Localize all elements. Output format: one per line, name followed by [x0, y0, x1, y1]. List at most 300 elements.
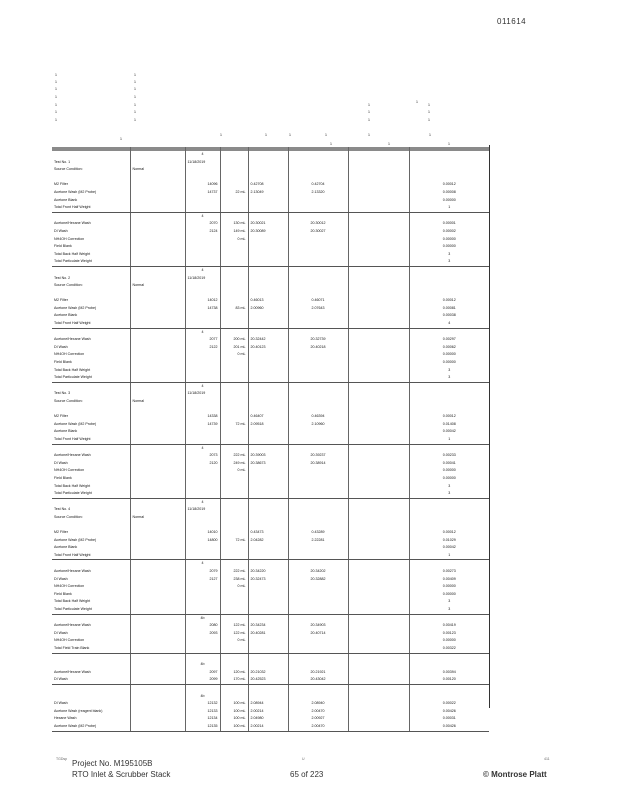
table-cell: 12133 [185, 708, 220, 716]
table-cell: 0.00002 [409, 228, 489, 236]
table-cell [288, 367, 348, 375]
table-cell [348, 661, 409, 669]
table-cell [130, 583, 185, 591]
table-cell: 14012 [185, 297, 220, 305]
table-cell [409, 653, 489, 661]
table-cell [52, 498, 130, 506]
table-cell: Total Front Half Weight [52, 436, 130, 444]
table-cell: 0.00031 [409, 715, 489, 723]
table-cell [220, 151, 248, 159]
table-cell: NH4OH Correction [54, 236, 85, 241]
table-cell [220, 684, 248, 692]
table-cell [409, 661, 489, 669]
table-cell [409, 151, 489, 159]
table-cell: NH4OH Correction [54, 584, 85, 589]
table-cell [220, 591, 248, 599]
table-cell [130, 708, 185, 716]
table-cell [220, 506, 248, 514]
table-cell [348, 583, 409, 591]
header-mark: 1 [448, 142, 450, 146]
table-row [52, 630, 489, 638]
table-cell: 0.00297 [409, 336, 489, 344]
table-cell [248, 367, 288, 375]
table-cell [348, 637, 409, 645]
table-cell [348, 398, 409, 406]
table-cell [220, 275, 248, 283]
table-cell [248, 258, 288, 266]
table-cell [130, 220, 185, 228]
table-cell: 122 mL [220, 622, 248, 630]
table-cell [185, 583, 220, 591]
table-cell: 0.00038 [409, 312, 489, 320]
table-cell: 0.00042 [409, 544, 489, 552]
table-cell: Total Particulate Weight [52, 374, 130, 382]
table-row [52, 529, 489, 537]
table-cell [248, 506, 288, 514]
table-cell [130, 560, 185, 568]
table-row [52, 266, 489, 274]
table-cell [130, 568, 185, 576]
table-cell [220, 174, 248, 182]
table-cell [409, 290, 489, 298]
table-cell: DI Wash [54, 344, 68, 349]
table-cell [288, 174, 348, 182]
table-cell [348, 312, 409, 320]
table-cell [185, 552, 220, 560]
table-cell [52, 614, 130, 622]
table-cell [248, 382, 288, 390]
table-row [52, 506, 489, 514]
table-cell: 4 [185, 328, 220, 336]
table-cell [220, 328, 248, 336]
table-cell [348, 228, 409, 236]
table-cell: 2.04980 [248, 715, 288, 723]
table-cell [409, 282, 489, 290]
table-cell [185, 251, 220, 259]
table-cell [220, 653, 248, 661]
table-cell [348, 676, 409, 684]
table-cell: 20.43042 [288, 676, 348, 684]
table-row [52, 514, 489, 522]
table-cell [130, 598, 185, 606]
table-cell [185, 591, 220, 599]
table-cell [348, 236, 409, 244]
table-cell: 2077 [185, 336, 220, 344]
table-cell: 20.42523 [248, 676, 288, 684]
table-row [52, 166, 489, 174]
header-mark: 1 [55, 95, 57, 99]
table-cell [288, 436, 348, 444]
table-cell: 20.40123 [248, 344, 288, 352]
table-cell: 0.00409 [409, 576, 489, 584]
table-cell [288, 693, 348, 701]
table-cell: Acetone/Hexane Wash [54, 453, 91, 458]
header-mark: 1 [429, 133, 431, 137]
table-row [52, 715, 489, 723]
table-cell [288, 159, 348, 167]
table-cell: 3 [409, 606, 489, 614]
table-cell [348, 475, 409, 483]
table-cell [248, 428, 288, 436]
table-cell: 14800 [185, 537, 220, 545]
table-cell [220, 444, 248, 452]
table-cell [248, 290, 288, 298]
table-cell [185, 598, 220, 606]
table-cell: Normal [130, 514, 185, 522]
table-row [52, 236, 489, 244]
table-cell [409, 390, 489, 398]
table-cell: Source Condition: [54, 514, 83, 519]
table-cell: 1 [409, 436, 489, 444]
table-cell: 14338 [185, 413, 220, 421]
page-number: 65 of 223 [290, 770, 324, 779]
table-cell: 4b [185, 614, 220, 622]
table-cell: 0.00000 [409, 637, 489, 645]
table-cell: Acetone Wash (M2 Probe) [54, 537, 97, 542]
table-row [52, 700, 489, 708]
table-cell: Field Blank [54, 244, 72, 249]
table-cell: 2.09518 [248, 421, 288, 429]
table-cell [220, 514, 248, 522]
table-cell [248, 328, 288, 336]
table-cell [348, 645, 409, 653]
table-cell [185, 645, 220, 653]
table-cell [288, 598, 348, 606]
table-cell [348, 506, 409, 514]
table-cell [185, 351, 220, 359]
table-cell: DI Wash [54, 701, 68, 706]
table-cell [409, 382, 489, 390]
table-cell [248, 514, 288, 522]
footer-small-left: TGDsp [56, 757, 68, 761]
table-cell: 170 mL [220, 676, 248, 684]
table-cell [130, 212, 185, 220]
table-cell: 3 [409, 251, 489, 259]
table-cell: 20.21032 [248, 669, 288, 677]
table-cell: 20.40714 [288, 630, 348, 638]
table-cell: Hexane Wash [54, 716, 77, 721]
table-cell [220, 197, 248, 205]
project-title: RTO Inlet & Scrubber Stack [72, 770, 171, 779]
table-cell: Acetone Wash (M2 Probe) [54, 189, 97, 194]
table-cell [288, 506, 348, 514]
table-cell: 20.34903 [288, 622, 348, 630]
table-cell [185, 514, 220, 522]
table-cell [248, 166, 288, 174]
table-cell [348, 258, 409, 266]
table-cell [409, 560, 489, 568]
table-row [52, 406, 489, 414]
table-cell [185, 204, 220, 212]
table-cell: DI Wash [54, 460, 68, 465]
table-cell [130, 715, 185, 723]
table-cell [348, 406, 409, 414]
table-cell [409, 522, 489, 530]
table-cell: 11/18/2019 [185, 275, 220, 283]
table-cell [409, 212, 489, 220]
table-cell [185, 490, 220, 498]
table-cell [220, 181, 248, 189]
table-cell: 12132 [185, 700, 220, 708]
table-cell [185, 436, 220, 444]
table-cell [220, 390, 248, 398]
table-cell: 3 [409, 490, 489, 498]
table-cell [130, 490, 185, 498]
table-cell: 0.43289 [288, 529, 348, 537]
table-cell: 83 mL [220, 305, 248, 313]
table-cell: 2.00470 [288, 708, 348, 716]
table-cell: 4b [185, 693, 220, 701]
table-cell: 0.00022 [409, 700, 489, 708]
table-cell [288, 166, 348, 174]
table-row [52, 522, 489, 530]
table-cell [130, 197, 185, 205]
table-cell [130, 483, 185, 491]
table-row [52, 693, 489, 701]
table-cell [130, 436, 185, 444]
table-cell: 2.00470 [288, 723, 348, 731]
table-cell: Field Blank [54, 591, 72, 596]
table-cell: 100 mL [220, 700, 248, 708]
table-cell [248, 390, 288, 398]
table-row [52, 413, 489, 421]
table-cell: Acetone Blank [54, 545, 78, 550]
table-cell: Total Particulate Weight [52, 606, 130, 614]
table-cell: 2.08940 [288, 700, 348, 708]
table-row [52, 498, 489, 506]
table-cell [185, 406, 220, 414]
table-cell [288, 653, 348, 661]
table-cell [288, 266, 348, 274]
table-cell: Total Particulate Weight [52, 490, 130, 498]
table-cell: 4 [185, 498, 220, 506]
table-cell [130, 159, 185, 167]
table-cell: 2.07643 [288, 305, 348, 313]
table-cell [248, 312, 288, 320]
table-row [52, 490, 489, 498]
table-cell [288, 591, 348, 599]
table-cell: 100 mL [220, 715, 248, 723]
table-cell [52, 693, 130, 701]
table-cell [348, 452, 409, 460]
table-cell [348, 598, 409, 606]
table-row [52, 452, 489, 460]
table-cell [288, 475, 348, 483]
table-cell [348, 653, 409, 661]
table-cell [130, 591, 185, 599]
table-cell [52, 444, 130, 452]
table-cell [185, 467, 220, 475]
table-cell: 0.00000 [409, 583, 489, 591]
table-cell: 2122 [185, 344, 220, 352]
table-cell [130, 189, 185, 197]
table-cell: 20.34202 [288, 568, 348, 576]
table-cell: 201 mL [220, 344, 248, 352]
table-cell [409, 266, 489, 274]
table-cell [348, 436, 409, 444]
table-cell [130, 700, 185, 708]
table-row [52, 336, 489, 344]
table-cell: 0.00062 [409, 344, 489, 352]
table-cell [52, 266, 130, 274]
table-cell [248, 693, 288, 701]
table-cell [348, 251, 409, 259]
table-cell [220, 204, 248, 212]
table-cell [348, 460, 409, 468]
table-cell: Total Back Half Weight [54, 251, 91, 256]
table-row [52, 708, 489, 716]
table-cell [348, 204, 409, 212]
table-cell [220, 490, 248, 498]
table-cell [248, 598, 288, 606]
table-cell [248, 498, 288, 506]
header-mark: 1 [134, 110, 136, 114]
table-row [52, 483, 489, 491]
table-cell: Acetone/Hexane Wash [54, 569, 91, 574]
table-cell [248, 197, 288, 205]
table-cell: 0.00012 [409, 297, 489, 305]
table-cell [348, 320, 409, 328]
table-cell [248, 436, 288, 444]
header-mark: 1 [368, 118, 370, 122]
table-cell [348, 514, 409, 522]
table-cell [288, 444, 348, 452]
table-cell [130, 390, 185, 398]
table-cell: NH4OH Correction [54, 638, 85, 643]
table-cell [348, 212, 409, 220]
table-cell [348, 197, 409, 205]
table-cell [130, 151, 185, 159]
table-row [52, 228, 489, 236]
gravimetric-table [52, 147, 489, 732]
table-cell [288, 351, 348, 359]
table-cell: 72 mL [220, 537, 248, 545]
table-right-rule [489, 145, 490, 708]
table-cell [130, 181, 185, 189]
table-cell: 11/18/2019 [185, 390, 220, 398]
table-cell [288, 428, 348, 436]
table-cell: Acetone Blank [54, 313, 78, 318]
table-cell [248, 236, 288, 244]
table-row [52, 428, 489, 436]
table-cell [130, 676, 185, 684]
table-cell: 0.00000 [409, 475, 489, 483]
table-cell [288, 251, 348, 259]
table-cell [130, 498, 185, 506]
table-cell [185, 653, 220, 661]
table-cell [130, 406, 185, 414]
table-cell: Total Front Half Weight [52, 552, 130, 560]
table-cell [130, 266, 185, 274]
table-cell [288, 398, 348, 406]
table-cell: M2 Filter [54, 414, 68, 419]
table-cell: 0.00120 [409, 676, 489, 684]
table-row [52, 552, 489, 560]
table-cell [288, 560, 348, 568]
table-cell: 3 [409, 483, 489, 491]
table-cell [220, 312, 248, 320]
table-row [52, 189, 489, 197]
table-cell [52, 406, 130, 414]
table-cell [348, 544, 409, 552]
table-row [52, 151, 489, 159]
table-row [52, 159, 489, 167]
table-cell [185, 483, 220, 491]
table-cell [220, 483, 248, 491]
table-cell [130, 606, 185, 614]
table-cell [348, 490, 409, 498]
table-cell: 0.00426 [409, 723, 489, 731]
table-row [52, 460, 489, 468]
table-cell [409, 614, 489, 622]
table-cell [130, 428, 185, 436]
table-cell [220, 661, 248, 669]
table-cell: 2.10960 [288, 421, 348, 429]
table-cell [130, 297, 185, 305]
table-cell [248, 212, 288, 220]
table-cell: Total Field Train Blank [52, 645, 130, 653]
header-mark: 1 [265, 133, 267, 137]
table-cell [220, 266, 248, 274]
header-mark: 1 [134, 80, 136, 84]
table-row [52, 467, 489, 475]
table-cell: 20.32739 [288, 336, 348, 344]
table-cell: Acetone/Hexane Wash [54, 337, 91, 342]
table-row [52, 312, 489, 320]
table-cell: 2127 [185, 576, 220, 584]
table-cell: 0.00012 [409, 413, 489, 421]
table-cell [130, 421, 185, 429]
table-cell: 14738 [185, 305, 220, 313]
table-cell [130, 630, 185, 638]
table-cell: Acetone Wash (M2 Probe) [52, 723, 130, 731]
table-cell: 0.46071 [288, 297, 348, 305]
table-cell: 3 [409, 598, 489, 606]
table-cell: 14096 [185, 181, 220, 189]
table-cell: NH4OH Correction [54, 352, 85, 357]
table-cell [348, 382, 409, 390]
table-cell [130, 460, 185, 468]
table-cell [348, 266, 409, 274]
table-cell [248, 275, 288, 283]
table-cell: 4 [185, 212, 220, 220]
table-cell [288, 406, 348, 414]
table-cell: 12135 [185, 723, 220, 731]
table-cell [288, 606, 348, 614]
table-cell: 22 mL [220, 189, 248, 197]
table-cell [220, 382, 248, 390]
table-cell: 0.00000 [409, 197, 489, 205]
table-cell: 2124 [185, 228, 220, 236]
table-cell [348, 151, 409, 159]
table-cell: 0.00000 [409, 351, 489, 359]
table-cell [130, 344, 185, 352]
table-cell [248, 174, 288, 182]
table-cell [409, 398, 489, 406]
table-cell: 4 [409, 320, 489, 328]
table-cell [409, 506, 489, 514]
table-cell [185, 475, 220, 483]
table-cell [348, 243, 409, 251]
table-cell [248, 320, 288, 328]
table-row [52, 351, 489, 359]
table-cell [220, 398, 248, 406]
table-cell: 72 mL [220, 421, 248, 429]
table-cell: 4 [185, 444, 220, 452]
table-cell: 200 mL [220, 336, 248, 344]
table-cell [130, 320, 185, 328]
table-cell [348, 483, 409, 491]
